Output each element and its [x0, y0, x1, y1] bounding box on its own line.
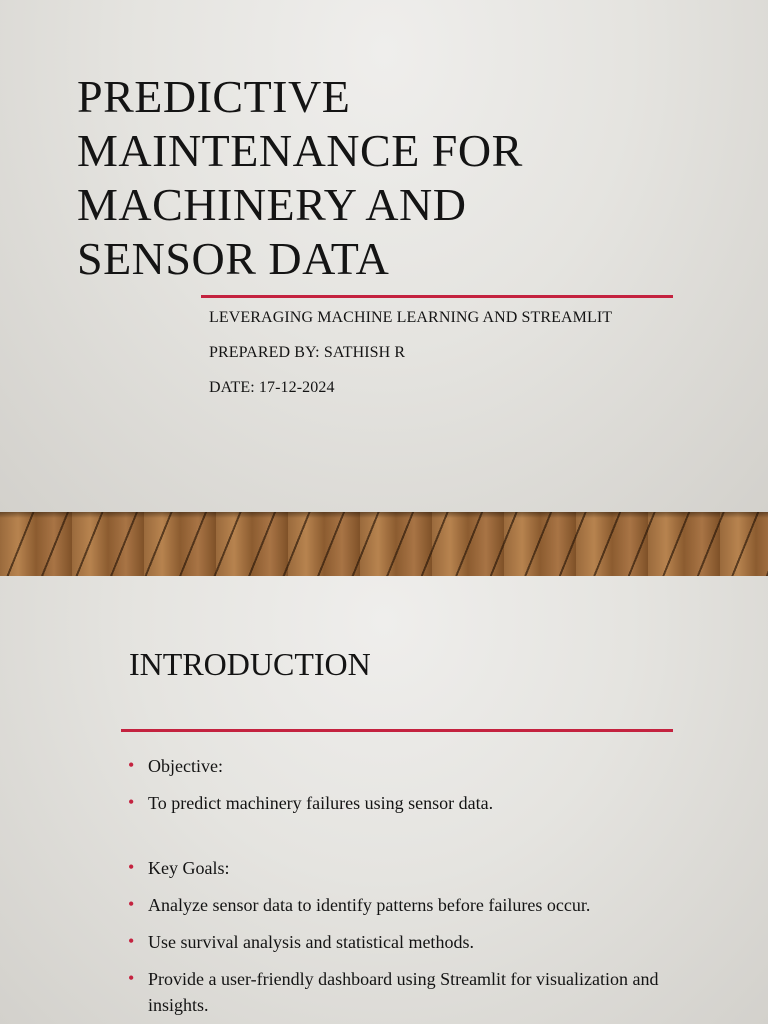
- title-line: MACHINERY AND: [77, 179, 467, 230]
- bullet-item: [128, 753, 688, 779]
- bullet-item: [128, 855, 688, 881]
- bullet-icon: •: [128, 755, 135, 775]
- bullet-icon: •: [128, 857, 135, 877]
- subtitle-block: [209, 308, 749, 413]
- title-line: PREDICTIVE: [77, 71, 351, 122]
- title-line: MAINTENANCE FOR: [77, 125, 523, 176]
- bullet-text: To predict machinery failures using sensor data.: [148, 793, 494, 813]
- title-line: SENSOR DATA: [77, 233, 390, 284]
- bullet-text: Use survival analysis and statistical methods.: [148, 932, 474, 952]
- bullet-text: Key Goals:: [148, 858, 230, 878]
- section-accent-rule: [121, 729, 673, 732]
- bullet-item: [128, 892, 688, 918]
- wood-floor-decoration: [0, 512, 768, 576]
- bullet-list: [128, 753, 688, 1024]
- presentation-title: [77, 70, 697, 286]
- date-line: DATE: 17-12-2024: [209, 379, 335, 396]
- subtitle: LEVERAGING MACHINE LEARNING AND STREAMLIT: [209, 309, 613, 326]
- bullet-icon: •: [128, 968, 135, 988]
- bullet-item: [128, 966, 688, 1018]
- bullet-icon: •: [128, 931, 135, 951]
- bullet-item: [128, 929, 688, 955]
- slide-title: INTRODUCTION: [129, 646, 371, 682]
- title-accent-rule: [201, 295, 673, 298]
- bullet-text: Objective:: [148, 756, 223, 776]
- bullet-text: Provide a user-friendly dashboard using Streamlit for visualization and insights.: [148, 969, 659, 1015]
- introduction-slide: [0, 576, 768, 1024]
- author-line: PREPARED BY: SATHISH R: [209, 344, 406, 361]
- bullet-icon: •: [128, 894, 135, 914]
- bullet-text: Analyze sensor data to identify patterns before failures occur.: [148, 895, 591, 915]
- bullet-item: [128, 790, 688, 816]
- bullet-icon: •: [128, 792, 135, 812]
